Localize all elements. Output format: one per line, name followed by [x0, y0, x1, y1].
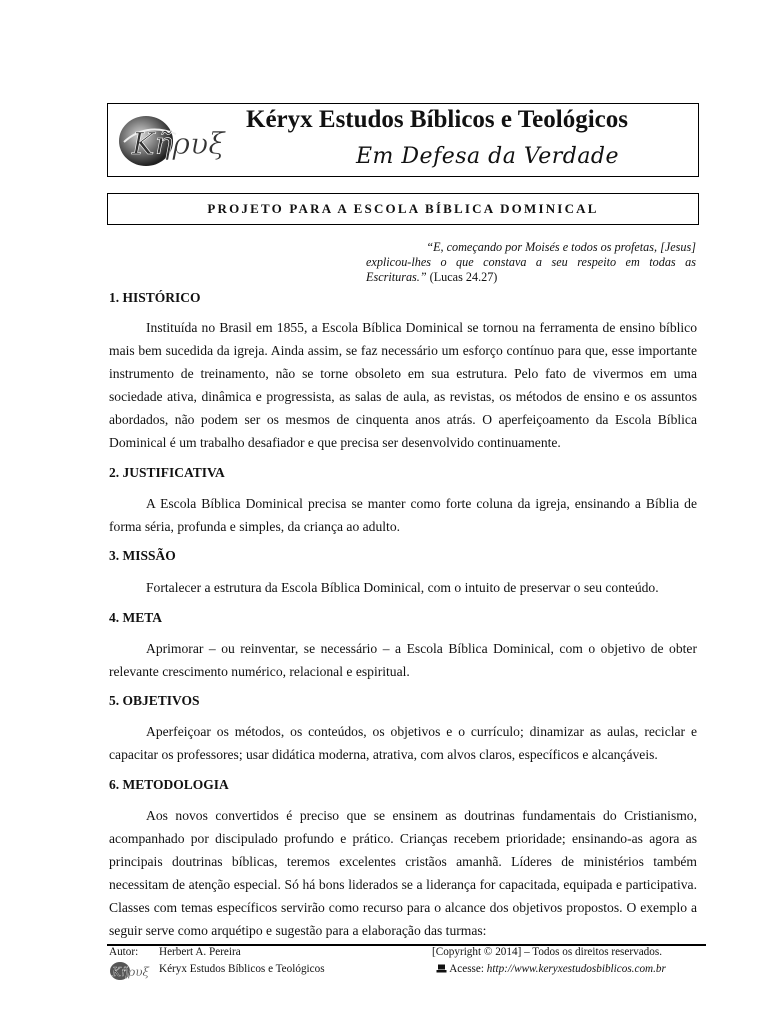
epigraph-reference: (Lucas 24.27) — [426, 270, 498, 284]
section-text-metodologia: Aos novos convertidos é preciso que se ensinem as doutrinas fundamentais do Cristianismo, acompanhado por discipulado profundo e prático. Crianças recebem prioridade; ensinando-as agora as principais doutrinas bíblicas, teremos excelentes cristãos amanhã. Líderes de ministérios também necessitam de atenção especial. Só há bons liderados se a liderança for capacitada, equipada e participativa. Classes com temas específicos servirão como recurso para o alcance dos objetivos propostos. O exemplo a seguir serve como arquétipo e sugestão para a elaboração das turmas: — [109, 808, 697, 938]
section-heading-historico: 1. HISTÓRICO — [109, 290, 201, 305]
section-heading-objetivos: 5. OBJETIVOS — [109, 693, 200, 708]
epigraph-line-3: Escrituras.” — [366, 270, 427, 284]
section-heading-justificativa: 2. JUSTIFICATIVA — [109, 465, 225, 480]
epigraph — [366, 240, 696, 285]
section-heading-meta: 4. META — [109, 610, 162, 625]
section-heading-metodologia: 6. METODOLOGIA — [109, 777, 229, 792]
footer-org-name: Kéryx Estudos Bíblicos e Teológicos — [159, 963, 325, 975]
epigraph-line-1: “E, começando por Moisés e todos os profetas, [Jesus] — [426, 240, 696, 254]
section-text-justificativa: A Escola Bíblica Dominical precisa se manter como forte coluna da igreja, ensinando a Bíblia de forma séria, profunda e simples, da criança ao adulto. — [109, 496, 697, 534]
section-text-meta: Aprimorar – ou reinventar, se necessário – a Escola Bíblica Dominical, com o objetivo de obter relevante crescimento numérico, relacional e espiritual. — [109, 641, 697, 679]
svg-text:Κῆρυξ: Κῆρυξ — [132, 127, 225, 162]
brand-motto: Em Defesa da Verdade — [356, 144, 620, 169]
svg-text:Κῆρυξ: Κῆρυξ — [112, 965, 150, 979]
footer-access — [436, 963, 666, 975]
footer-url[interactable]: http://www.keryxestudosbiblicos.com.br — [486, 963, 666, 975]
project-title: PROJETO PARA A ESCOLA BÍBLICA DOMINICAL — [107, 193, 699, 225]
footer-copyright: [Copyright © 2014] – Todos os direitos reservados. — [432, 946, 662, 958]
epigraph-line-2: explicou-lhes o que constava a seu respeito em todas as — [366, 255, 696, 269]
section-heading-missao: 3. MISSÃO — [109, 548, 176, 563]
laptop-icon — [436, 964, 447, 973]
section-text-historico: Instituída no Brasil em 1855, a Escola Bíblica Dominical se tornou na ferramenta de ensino bíblico mais bem sucedida da igreja. Ainda assim, se faz necessário um esforço contínuo para que, esse importante instrumento de treinamento, não se torne obsoleto em sua estrutura. Pelo fato de vivermos em uma sociedade ativa, dinâmica e progressista, as salas de aula, as revistas, os métodos de ensino e os assuntos abordados, não podem ser os mesmos de cinquenta anos atrás. O aperfeiçoamento da Escola Bíblica Dominical é um trabalho desafiador e que precisa ser desenvolvido continuamente. — [109, 320, 697, 450]
header-box — [107, 103, 699, 177]
footer-author-label: Autor: — [109, 946, 139, 958]
section-text-missao: Fortalecer a estrutura da Escola Bíblica Dominical, com o intuito de preservar o seu conteúdo. — [146, 580, 659, 595]
keryx-logo — [116, 112, 226, 170]
footer-author-name: Herbert A. Pereira — [159, 946, 241, 958]
brand-title: Kéryx Estudos Bíblicos e Teológicos — [246, 106, 628, 133]
footer-logo — [108, 961, 154, 981]
section-text-objetivos: Aperfeiçoar os métodos, os conteúdos, os objetivos e o currículo; dinamizar as aulas, reciclar e capacitar os professores; usar didática moderna, atrativa, com alvos claros, específicos e alcançáveis. — [109, 724, 697, 762]
footer-access-label: Acesse: — [449, 963, 487, 975]
